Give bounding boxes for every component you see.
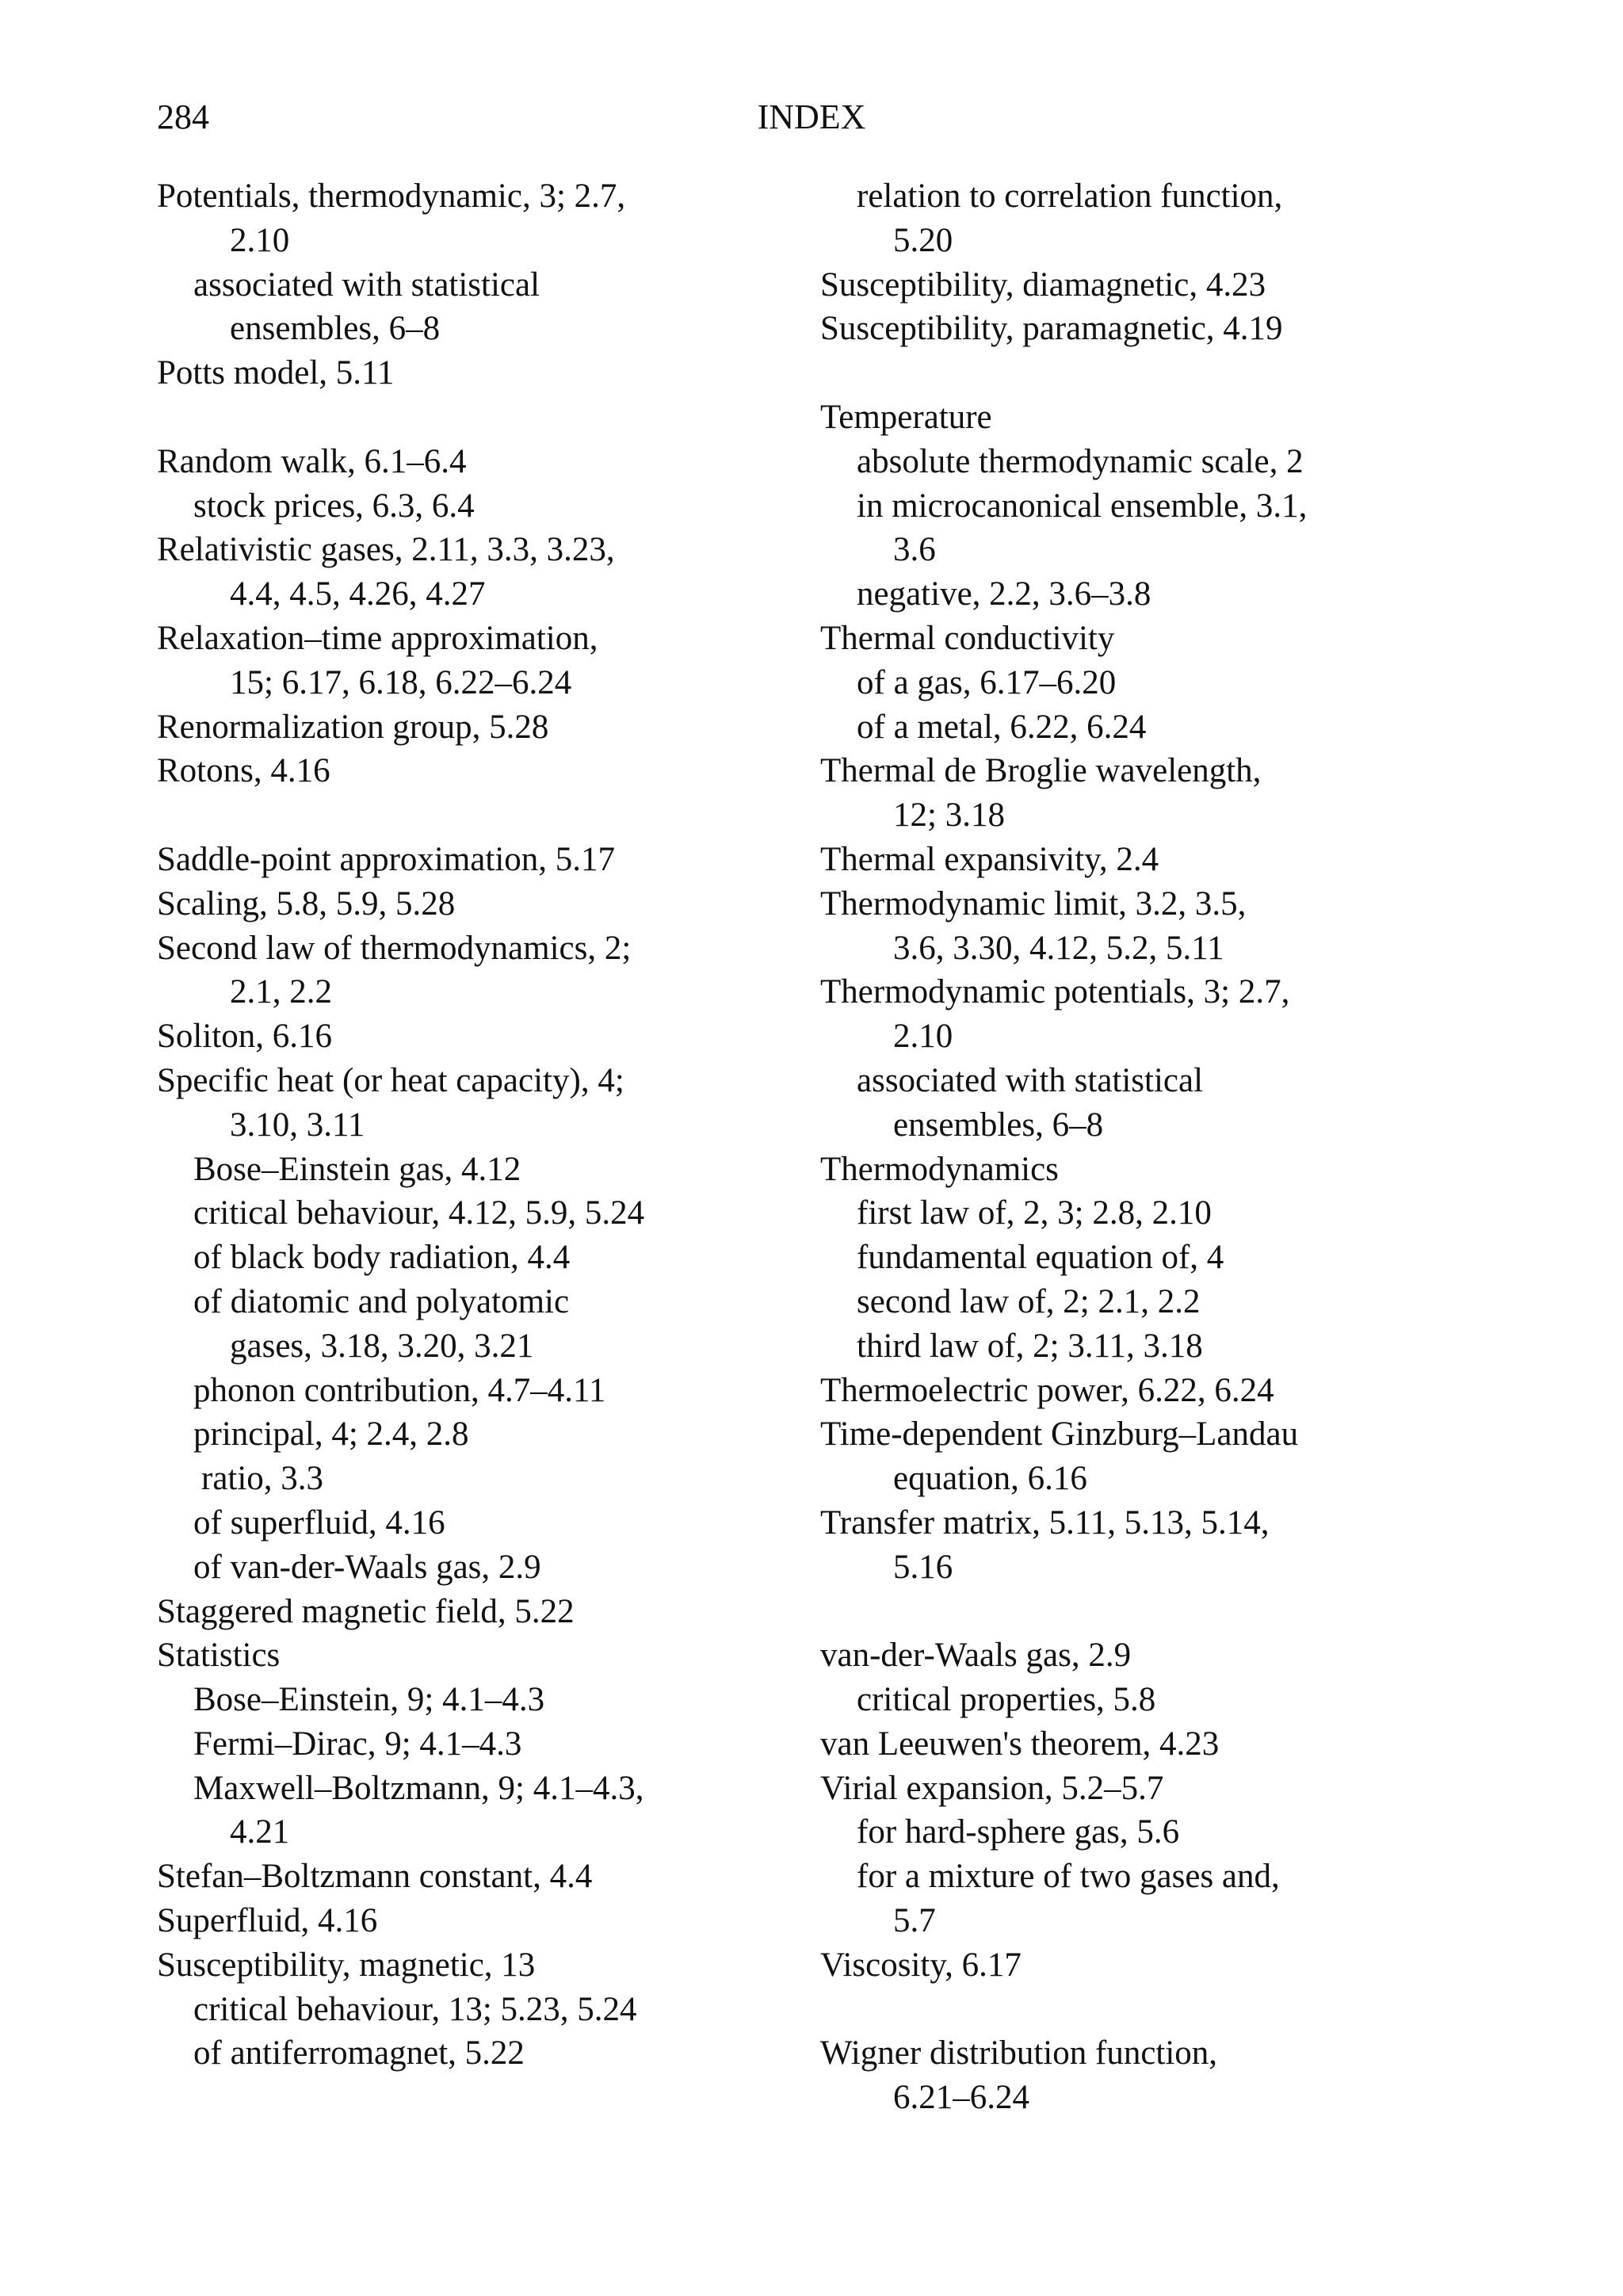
index-subentry: of superfluid, 4.16 [193, 1503, 445, 1541]
index-entry: Staggered magnetic field, 5.22 [157, 1592, 575, 1630]
index-subentry: second law of, 2; 2.1, 2.2 [857, 1282, 1201, 1320]
index-entry: Rotons, 4.16 [157, 752, 330, 790]
index-entry: Renormalization group, 5.28 [157, 708, 549, 746]
index-section-gap [820, 1988, 1494, 2032]
index-subentry: stock prices, 6.3, 6.4 [193, 487, 475, 525]
index-subentry: Bose–Einstein gas, 4.12 [193, 1150, 521, 1188]
index-entry-continuation: 2.10 [230, 221, 290, 259]
index-entry: Susceptibility, diamagnetic, 4.23 [820, 266, 1266, 304]
index-subentry: phonon contribution, 4.7–4.11 [193, 1371, 606, 1409]
index-entry: Statistics [157, 1637, 281, 1675]
index-subentry: fundamental equation of, 4 [857, 1239, 1224, 1277]
index-section-gap [820, 1590, 1494, 1634]
index-subentry: critical behaviour, 4.12, 5.9, 5.24 [193, 1194, 645, 1232]
index-entry-continuation: equation, 6.16 [893, 1460, 1087, 1498]
index-subentry: of a gas, 6.17–6.20 [857, 663, 1117, 701]
index-entry-continuation: 3.10, 3.11 [230, 1106, 365, 1144]
index-subentry: third law of, 2; 3.11, 3.18 [857, 1327, 1203, 1365]
index-subentry: negative, 2.2, 3.6–3.8 [857, 575, 1151, 613]
index-subentry: of black body radiation, 4.4 [193, 1239, 571, 1277]
index-subentry: in microcanonical ensemble, 3.1, [857, 487, 1308, 525]
index-entry: Temperature [820, 398, 992, 436]
index-entry: Specific heat (or heat capacity), 4; [157, 1061, 624, 1099]
index-subentry: critical properties, 5.8 [857, 1681, 1156, 1719]
index-entry: Thermodynamic potentials, 3; 2.7, [820, 973, 1290, 1011]
index-entry: Potentials, thermodynamic, 3; 2.7, [157, 178, 626, 215]
index-subentry: principal, 4; 2.4, 2.8 [193, 1415, 469, 1454]
index-entry-continuation: ensembles, 6–8 [893, 1106, 1104, 1144]
index-entry-continuation: 2.1, 2.2 [230, 973, 332, 1011]
index-entry: Random walk, 6.1–6.4 [157, 442, 467, 480]
index-subentry: associated with statistical [193, 266, 540, 304]
index-subentry: of antiferromagnet, 5.22 [193, 2034, 525, 2073]
index-entry: Relaxation–time approximation, [157, 619, 598, 657]
index-entry: Second law of thermodynamics, 2; [157, 929, 632, 967]
index-entry: Saddle-point approximation, 5.17 [157, 840, 616, 878]
index-subentry: ratio, 3.3 [201, 1460, 324, 1498]
index-entry: Virial expansion, 5.2–5.7 [820, 1769, 1164, 1807]
index-subentry: relation to correlation function, [857, 178, 1283, 215]
index-entry: Time-dependent Ginzburg–Landau [820, 1415, 1299, 1454]
index-entry-continuation: 5.16 [893, 1548, 953, 1586]
index-entry: Thermal expansivity, 2.4 [820, 840, 1159, 878]
index-entry-continuation: gases, 3.18, 3.20, 3.21 [230, 1327, 534, 1365]
index-subentry: associated with statistical [857, 1061, 1204, 1099]
index-entry: Thermodynamics [820, 1150, 1059, 1188]
index-column-right [820, 174, 1494, 2120]
index-subentry: Bose–Einstein, 9; 4.1–4.3 [193, 1681, 545, 1719]
index-subentry: absolute thermodynamic scale, 2 [857, 442, 1304, 480]
index-entry-continuation: 4.4, 4.5, 4.26, 4.27 [230, 575, 486, 613]
index-section-gap [820, 351, 1494, 395]
index-entry: Soliton, 6.16 [157, 1018, 333, 1056]
index-entry-continuation: 2.10 [893, 1018, 953, 1056]
index-entry: Potts model, 5.11 [157, 354, 395, 392]
index-entry: Thermodynamic limit, 3.2, 3.5, [820, 884, 1247, 923]
index-entry: Thermoelectric power, 6.22, 6.24 [820, 1371, 1274, 1409]
index-entry: Transfer matrix, 5.11, 5.13, 5.14, [820, 1503, 1270, 1541]
index-entry: Susceptibility, paramagnetic, 4.19 [820, 310, 1283, 348]
index-subentry: for a mixture of two gases and, [857, 1858, 1280, 1896]
index-entry-continuation: 12; 3.18 [893, 797, 1005, 835]
index-entry: Thermal de Broglie wavelength, [820, 752, 1262, 790]
index-entry-continuation: 5.20 [893, 221, 953, 259]
index-entry-continuation: ensembles, 6–8 [230, 310, 441, 348]
index-subentry: of van-der-Waals gas, 2.9 [193, 1548, 541, 1586]
index-entry: Wigner distribution function, [820, 2034, 1218, 2073]
index-entry: van Leeuwen's theorem, 4.23 [820, 1725, 1220, 1763]
index-entry: Thermal conductivity [820, 619, 1115, 657]
running-head: INDEX [757, 97, 866, 136]
page-number: 284 [157, 97, 209, 136]
index-subentry: for hard-sphere gas, 5.6 [857, 1813, 1180, 1851]
index-entry: Relativistic gases, 2.11, 3.3, 3.23, [157, 531, 615, 569]
index-entry-continuation: 3.6, 3.30, 4.12, 5.2, 5.11 [893, 929, 1224, 967]
index-entry: Scaling, 5.8, 5.9, 5.28 [157, 884, 456, 923]
index-entry: Viscosity, 6.17 [820, 1946, 1022, 1984]
index-entry: Susceptibility, magnetic, 13 [157, 1946, 536, 1984]
index-entry-continuation: 3.6 [893, 531, 936, 569]
index-section-gap [157, 395, 831, 440]
index-subentry: of a metal, 6.22, 6.24 [857, 708, 1147, 746]
index-subentry: first law of, 2, 3; 2.8, 2.10 [857, 1194, 1212, 1232]
index-entry-continuation: 6.21–6.24 [893, 2079, 1029, 2117]
index-entry-continuation: 4.21 [230, 1813, 290, 1851]
index-entry: Superfluid, 4.16 [157, 1902, 378, 1940]
index-entry-continuation: 5.7 [893, 1902, 936, 1940]
index-entry-continuation: 15; 6.17, 6.18, 6.22–6.24 [230, 663, 572, 701]
index-entry: Stefan–Boltzmann constant, 4.4 [157, 1858, 593, 1896]
index-subentry: Maxwell–Boltzmann, 9; 4.1–4.3, [193, 1769, 644, 1807]
index-subentry: Fermi–Dirac, 9; 4.1–4.3 [193, 1725, 522, 1763]
index-section-gap [157, 793, 831, 838]
index-subentry: of diatomic and polyatomic [193, 1282, 570, 1320]
index-entry: van-der-Waals gas, 2.9 [820, 1637, 1132, 1675]
index-column-left [157, 174, 831, 2076]
index-subentry: critical behaviour, 13; 5.23, 5.24 [193, 1990, 637, 2028]
